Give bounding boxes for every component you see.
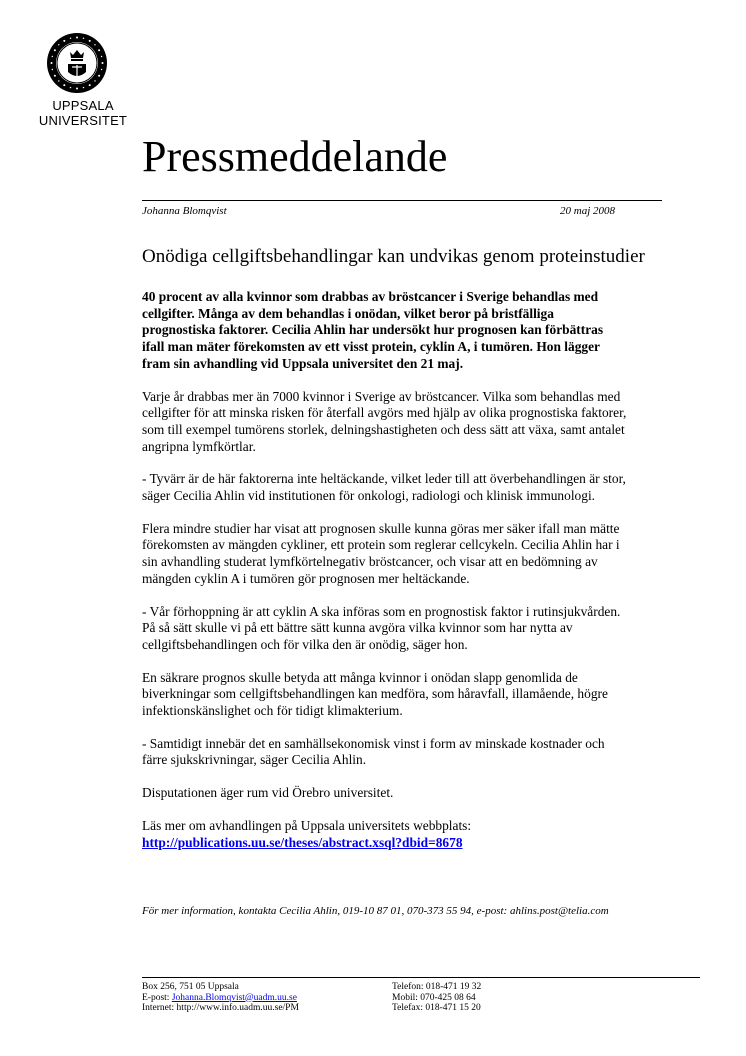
thesis-link[interactable]: http://publications.uu.se/theses/abstract.xsql?dbid=8678	[142, 834, 463, 850]
body-line: färre sjukskrivningar, säger Cecilia Ahlin.	[142, 752, 367, 768]
lead-line: ifall man mäter förekomsten av ett visst protein, cyklin A, i tumören. Hon lägger	[142, 339, 600, 355]
headline: Onödiga cellgiftsbehandlingar kan undvikas genom proteinstudier	[142, 246, 645, 267]
footer-address: Box 256, 751 05 Uppsala	[142, 982, 239, 992]
body-line: biverkningar som cellgiftsbehandlingen kan medföra, som håravfall, illamående, högre	[142, 686, 608, 702]
footer-email-link[interactable]: Johanna.Blomqvist@uadm.uu.se	[171, 992, 297, 1003]
body-line: cellgifter för att minska risken för återfall avgörs med hjälp av olika prognostiska faktorer,	[142, 405, 627, 421]
university-name	[38, 98, 128, 128]
body-line: förekomsten av mängden cykliner, ett protein som reglerar cellcykeln. Cecilia Ahlin har i	[142, 537, 620, 553]
footer-internet: Internet: http://www.info.uadm.uu.se/PM	[142, 1003, 299, 1013]
university-name-line2: UNIVERSITET	[38, 113, 128, 128]
body-line: Disputationen äger rum vid Örebro universitet.	[142, 785, 394, 801]
body-line: - Vår förhoppning är att cyklin A ska införas som en prognostisk faktor i rutinsjukvården.	[142, 603, 621, 619]
footer-fax: Telefax: 018-471 15 20	[392, 1003, 481, 1013]
body-paragraph	[142, 670, 702, 720]
body-line: - Tyvärr är de här faktorerna inte heltäckande, vilket leder till att överbehandlingen är stor,	[142, 471, 626, 487]
lead-line: 40 procent av alla kvinnor som drabbas av bröstcancer i Sverige behandlas med	[142, 289, 599, 304]
body-paragraph	[142, 736, 702, 769]
body-line: På så sätt skulle vi på ett bättre sätt kunna avgöra vilka kvinnor som har nytta av	[142, 620, 573, 636]
body-line: säger Cecilia Ahlin vid institutionen för onkologi, radiologi och klinisk immunologi.	[142, 488, 596, 504]
body-paragraph	[142, 471, 702, 504]
date: 20 maj 2008	[560, 205, 615, 217]
author: Johanna Blomqvist	[142, 205, 227, 217]
body-line: cellgiftsbehandlingen och för vilka den är onödig, säger hon.	[142, 636, 468, 652]
body-line: Varje år drabbas mer än 7000 kvinnor i Sverige av bröstcancer. Vilka som behandlas med	[142, 388, 621, 404]
body-line: infektionskänslighet och för tidigt klimakterium.	[142, 703, 403, 719]
header-divider	[142, 200, 662, 201]
university-name-line1: UPPSALA	[52, 98, 114, 113]
body-paragraph	[142, 785, 702, 802]
body-line: Flera mindre studier har visat att prognosen skulle kunna göras mer säker ifall man mätte	[142, 520, 620, 536]
more-info-paragraph	[142, 818, 702, 851]
university-logo	[38, 32, 128, 128]
footer-right	[392, 982, 481, 1014]
footer-divider	[142, 977, 700, 978]
body-line: angripna lymfkörtlar.	[142, 438, 256, 454]
body-line: En säkrare prognos skulle betyda att många kvinnor i onödan slapp genomlida de	[142, 669, 578, 685]
body-line: - Samtidigt innebär det en samhällsekonomisk vinst i form av minskade kostnader och	[142, 735, 605, 751]
lead-line: cellgifter. Många av dem behandlas i onödan, vilket beror på bristfälliga	[142, 305, 554, 321]
body-line: som till exempel tumörens storlek, delningshastigheten och dess sätt att växa, samt antalet	[142, 421, 625, 437]
footer-mobile: Mobil: 070-425 08 64	[392, 992, 476, 1003]
body-paragraph	[142, 604, 702, 654]
university-seal-icon	[46, 32, 108, 94]
more-info-text: Läs mer om avhandlingen på Uppsala universitets webbplats:	[142, 817, 472, 833]
footer-phone: Telefon: 018-471 19 32	[392, 982, 482, 992]
article-body	[142, 289, 702, 867]
contact-info: För mer information, kontakta Cecilia Ahlin, 019-10 87 01, 070-373 55 94, e-post: ahlins.post@telia.com	[142, 905, 609, 917]
lead-paragraph	[142, 289, 702, 373]
footer-email	[142, 993, 299, 1004]
body-paragraph	[142, 521, 702, 588]
lead-line: prognostiska faktorer. Cecilia Ahlin har undersökt hur prognosen kan förbättras	[142, 322, 604, 338]
body-line: sin avhandling studerat lymfkörtelnegativ bröstcancer, och visar att en bedömning av	[142, 554, 598, 570]
footer-left	[142, 982, 299, 1014]
body-line: mängden cyklin A i tumören gör prognosen mer heltäckande.	[142, 570, 470, 586]
body-paragraph	[142, 389, 702, 456]
lead-line: fram sin avhandling vid Uppsala universitet den 21 maj.	[142, 355, 464, 371]
page-title: Pressmeddelande	[142, 132, 448, 181]
footer-email-label: E-post:	[142, 992, 172, 1003]
